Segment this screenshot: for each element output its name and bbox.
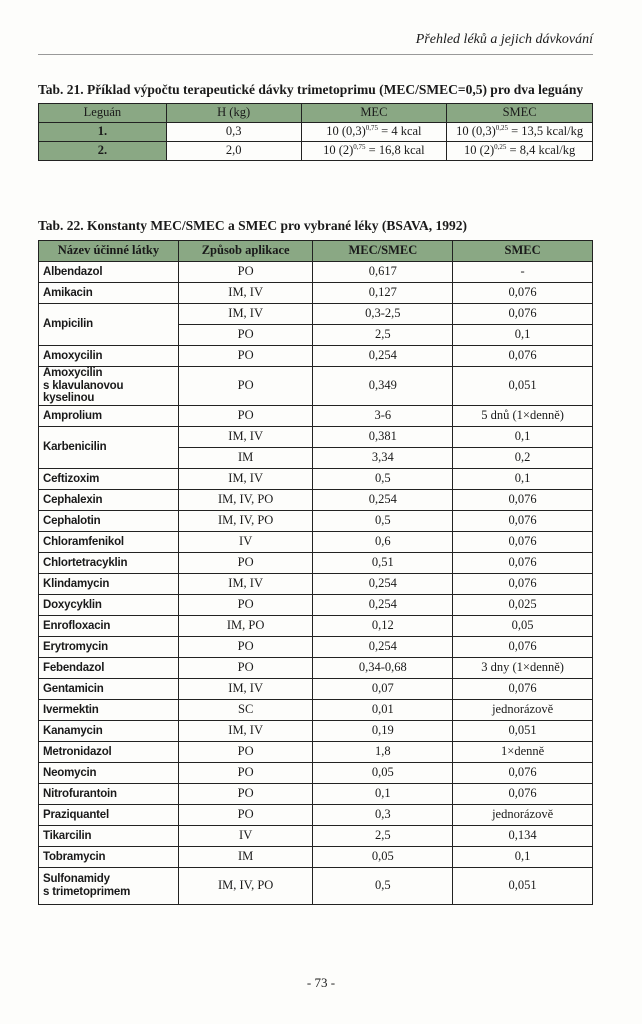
smec-cell: 0,05 xyxy=(453,615,593,636)
mec-smec-cell: 2,5 xyxy=(313,825,453,846)
smec-cell: 0,134 xyxy=(453,825,593,846)
drug-name-cell: Amoxycilin xyxy=(39,346,179,367)
table22-header-cell: SMEC xyxy=(453,241,593,262)
table-row xyxy=(39,304,593,325)
table22-body xyxy=(39,262,593,905)
table-row xyxy=(39,741,593,762)
smec-cell: 0,076 xyxy=(453,783,593,804)
route-cell: IM, IV xyxy=(178,720,313,741)
drug-name-cell: Metronidazol xyxy=(39,741,179,762)
route-cell: IM, PO xyxy=(178,615,313,636)
route-cell: IM, IV xyxy=(178,678,313,699)
mec-smec-cell: 0,254 xyxy=(313,489,453,510)
drug-name-cell: Erytromycin xyxy=(39,636,179,657)
smec-cell: 0,051 xyxy=(453,720,593,741)
table-row xyxy=(39,636,593,657)
table-row xyxy=(39,678,593,699)
mec-smec-cell: 0,254 xyxy=(313,636,453,657)
drug-name-cell: Doxycyklin xyxy=(39,594,179,615)
mec-smec-cell: 0,12 xyxy=(313,615,453,636)
smec-cell: 0,1 xyxy=(453,325,593,346)
table-row xyxy=(39,346,593,367)
mec-smec-cell: 0,5 xyxy=(313,510,453,531)
drug-name-cell: Ivermektin xyxy=(39,699,179,720)
route-cell: PO xyxy=(178,346,313,367)
mec-smec-cell: 0,05 xyxy=(313,846,453,867)
route-cell: IV xyxy=(178,825,313,846)
drug-name-cell: Amoxycilin s klavulanovou kyselinou xyxy=(39,367,179,406)
route-cell: IM, IV, PO xyxy=(178,489,313,510)
table21 xyxy=(38,103,593,161)
mec-smec-cell: 0,51 xyxy=(313,552,453,573)
smec-cell: 10 $(0,3)^{0,25} = 13,5$ kcal/kg xyxy=(447,123,593,142)
route-cell: PO xyxy=(178,657,313,678)
route-cell: PO xyxy=(178,762,313,783)
smec-cell: 0,076 xyxy=(453,510,593,531)
table-row xyxy=(39,783,593,804)
table21-header-cell: Leguán xyxy=(39,104,167,123)
table21-header-cell: SMEC xyxy=(447,104,593,123)
table21-header-row xyxy=(39,104,593,123)
drug-name-cell: Praziquantel xyxy=(39,804,179,825)
route-cell: IM, IV xyxy=(178,468,313,489)
table-row xyxy=(39,657,593,678)
drug-name-cell: Amikacin xyxy=(39,283,179,304)
table-row xyxy=(39,825,593,846)
smec-cell: jednorázově xyxy=(453,699,593,720)
table-row xyxy=(39,804,593,825)
route-cell: PO xyxy=(178,783,313,804)
iguana-id: 1. xyxy=(39,123,167,142)
table22-header-cell: Způsob aplikace xyxy=(178,241,313,262)
mec-smec-cell: 0,127 xyxy=(313,283,453,304)
drug-name-cell: Gentamicin xyxy=(39,678,179,699)
drug-name-cell: Karbenicilin xyxy=(39,426,179,468)
table-row xyxy=(39,123,593,142)
mec-smec-cell: 0,05 xyxy=(313,762,453,783)
drug-name-cell: Chloramfenikol xyxy=(39,531,179,552)
table-row xyxy=(39,489,593,510)
table-row xyxy=(39,615,593,636)
mec-smec-cell: 3-6 xyxy=(313,405,453,426)
table-row xyxy=(39,531,593,552)
table21-header-cell: MEC xyxy=(301,104,447,123)
table-row xyxy=(39,867,593,904)
mec-smec-cell: 0,254 xyxy=(313,573,453,594)
mec-smec-cell: 0,3-2,5 xyxy=(313,304,453,325)
mec-smec-cell: 2,5 xyxy=(313,325,453,346)
route-cell: IM xyxy=(178,846,313,867)
smec-cell: - xyxy=(453,262,593,283)
route-cell: PO xyxy=(178,741,313,762)
table22-header-cell: Název účinné látky xyxy=(39,241,179,262)
table-row xyxy=(39,468,593,489)
route-cell: PO xyxy=(178,552,313,573)
drug-name-cell: Febendazol xyxy=(39,657,179,678)
drug-name-cell: Amprolium xyxy=(39,405,179,426)
drug-name-cell: Sulfonamidy s trimetoprimem xyxy=(39,867,179,904)
route-cell: IM, IV xyxy=(178,283,313,304)
mec-smec-cell: 0,5 xyxy=(313,468,453,489)
drug-name-cell: Albendazol xyxy=(39,262,179,283)
mec-smec-cell: 0,1 xyxy=(313,783,453,804)
drug-name-cell: Nitrofurantoin xyxy=(39,783,179,804)
mec-cell: 10 $(2)^{0,75} = 16,8$ kcal xyxy=(301,142,447,161)
smec-cell: 0,076 xyxy=(453,283,593,304)
table-row xyxy=(39,846,593,867)
mec-smec-cell: 0,381 xyxy=(313,426,453,447)
page-number: - 73 - xyxy=(306,975,336,990)
drug-name-cell: Tobramycin xyxy=(39,846,179,867)
table-row xyxy=(39,426,593,447)
smec-cell: 0,076 xyxy=(453,573,593,594)
mec-smec-cell: 0,01 xyxy=(313,699,453,720)
table-row xyxy=(39,510,593,531)
running-header: Přehled léků a jejich dávkování xyxy=(38,32,593,55)
route-cell: IM, IV xyxy=(178,426,313,447)
table22 xyxy=(38,240,593,905)
drug-name-cell: Neomycin xyxy=(39,762,179,783)
weight-cell: 0,3 xyxy=(166,123,301,142)
drug-name-cell: Ceftizoxim xyxy=(39,468,179,489)
table22-header-cell: MEC/SMEC xyxy=(313,241,453,262)
table-row xyxy=(39,720,593,741)
smec-cell: 0,076 xyxy=(453,346,593,367)
mec-smec-cell: 0,19 xyxy=(313,720,453,741)
table-row xyxy=(39,573,593,594)
drug-name-cell: Klindamycin xyxy=(39,573,179,594)
mec-smec-cell: 0,07 xyxy=(313,678,453,699)
table-row xyxy=(39,283,593,304)
route-cell: PO xyxy=(178,804,313,825)
smec-cell: 0,076 xyxy=(453,762,593,783)
drug-name-cell: Cephalotin xyxy=(39,510,179,531)
route-cell: IM, IV, PO xyxy=(178,867,313,904)
mec-smec-cell: 0,5 xyxy=(313,867,453,904)
table-row xyxy=(39,367,593,406)
route-cell: IM, IV xyxy=(178,573,313,594)
table-row xyxy=(39,552,593,573)
smec-cell: 0,051 xyxy=(453,867,593,904)
smec-cell: 0,1 xyxy=(453,846,593,867)
table-row xyxy=(39,594,593,615)
route-cell: PO xyxy=(178,636,313,657)
smec-cell: 0,1 xyxy=(453,468,593,489)
table-row xyxy=(39,405,593,426)
drug-name-cell: Kanamycin xyxy=(39,720,179,741)
drug-name-cell: Chlortetracyklin xyxy=(39,552,179,573)
table-row xyxy=(39,262,593,283)
iguana-id: 2. xyxy=(39,142,167,161)
table21-caption: Tab. 21. Příklad výpočtu terapeutické dávky trimetoprimu (MEC/SMEC=0,5) pro dva leguány xyxy=(38,82,584,97)
mec-smec-cell: 3,34 xyxy=(313,447,453,468)
mec-cell: 10 $(0,3)^{0,75} = 4$ kcal xyxy=(301,123,447,142)
mec-smec-cell: 0,34-0,68 xyxy=(313,657,453,678)
route-cell: PO xyxy=(178,325,313,346)
table21-header-cell: H (kg) xyxy=(166,104,301,123)
mec-smec-cell: 0,254 xyxy=(313,594,453,615)
drug-name-cell: Tikarcilin xyxy=(39,825,179,846)
drug-name-cell: Cephalexin xyxy=(39,489,179,510)
route-cell: PO xyxy=(178,367,313,406)
smec-cell: 0,076 xyxy=(453,678,593,699)
route-cell: IM, IV xyxy=(178,304,313,325)
route-cell: IV xyxy=(178,531,313,552)
smec-cell: 5 dnů (1×denně) xyxy=(453,405,593,426)
smec-cell: 0,2 xyxy=(453,447,593,468)
smec-cell: jednorázově xyxy=(453,804,593,825)
smec-cell: 0,076 xyxy=(453,636,593,657)
smec-cell: 0,076 xyxy=(453,531,593,552)
smec-cell: 0,076 xyxy=(453,489,593,510)
table22-caption: Tab. 22. Konstanty MEC/SMEC a SMEC pro vybrané léky (BSAVA, 1992) xyxy=(38,218,467,233)
weight-cell: 2,0 xyxy=(166,142,301,161)
smec-cell: 3 dny (1×denně) xyxy=(453,657,593,678)
table-row xyxy=(39,699,593,720)
drug-name-cell: Enrofloxacin xyxy=(39,615,179,636)
smec-cell: 0,076 xyxy=(453,552,593,573)
mec-smec-cell: 0,254 xyxy=(313,346,453,367)
route-cell: PO xyxy=(178,594,313,615)
mec-smec-cell: 1,8 xyxy=(313,741,453,762)
route-cell: IM, IV, PO xyxy=(178,510,313,531)
smec-cell: 0,076 xyxy=(453,304,593,325)
mec-smec-cell: 0,3 xyxy=(313,804,453,825)
table-row xyxy=(39,762,593,783)
smec-cell: 1×denně xyxy=(453,741,593,762)
mec-smec-cell: 0,6 xyxy=(313,531,453,552)
route-cell: IM xyxy=(178,447,313,468)
table-row xyxy=(39,142,593,161)
drug-name-cell: Ampicilin xyxy=(39,304,179,346)
smec-cell: 10 $(2)^{0,25} = 8,4$ kcal/kg xyxy=(447,142,593,161)
smec-cell: 0,025 xyxy=(453,594,593,615)
smec-cell: 0,051 xyxy=(453,367,593,406)
smec-cell: 0,1 xyxy=(453,426,593,447)
mec-smec-cell: 0,617 xyxy=(313,262,453,283)
table22-header-row xyxy=(39,241,593,262)
route-cell: PO xyxy=(178,405,313,426)
route-cell: PO xyxy=(178,262,313,283)
route-cell: SC xyxy=(178,699,313,720)
mec-smec-cell: 0,349 xyxy=(313,367,453,406)
